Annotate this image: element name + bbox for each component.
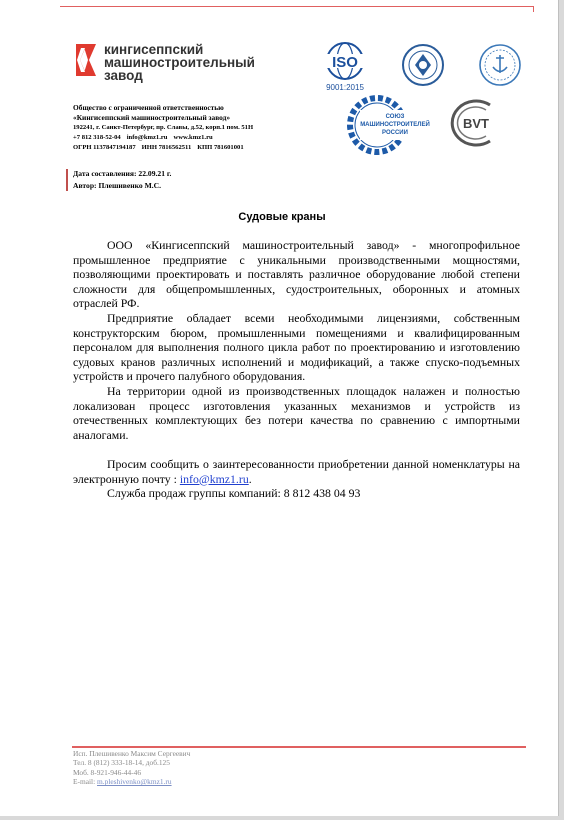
- logo-line-2: машиностроительный: [104, 55, 255, 70]
- footer-executor: Исп. Плешивенко Максим Сергеевич: [73, 749, 191, 758]
- footer-mobile: Моб. 8-921-946-44-46: [73, 767, 142, 777]
- document-author: Автор: Плешивенко М.С.: [73, 181, 162, 190]
- company-site[interactable]: www.kmz1.ru: [173, 134, 213, 141]
- header-rule-corner: [533, 6, 534, 12]
- union-of-machine-builders-badge: [346, 94, 434, 156]
- soyuz-line-1: СОЮЗ: [385, 114, 405, 120]
- paragraph-intro: [73, 238, 520, 311]
- paragraph-sales: [73, 486, 520, 501]
- logo-line-1: кингисеппский: [104, 42, 204, 57]
- company-form: Общество с ограниченной ответственностью: [73, 103, 224, 112]
- logo-line-3: завод: [104, 68, 143, 83]
- bvt-logo-icon: [442, 97, 504, 149]
- logo-wordmark: [104, 43, 255, 82]
- document-title: Судовые краны: [238, 211, 326, 223]
- document-date: Дата составления: 22.09.21 г.: [73, 169, 172, 178]
- request-text: Просим сообщить о заинтересованности приобретении данной номенклатуры на электронную почту :: [73, 456, 520, 486]
- soyuz-line-3: РОССИИ: [382, 130, 408, 136]
- company-ogrn: ОГРН 1137847194187: [73, 144, 136, 151]
- paragraph-request: [73, 457, 520, 486]
- company-address: 192241, г. Санкт-Петербург, пр. Славы, д.52, корп.1 пом. 51Н: [73, 124, 254, 131]
- document-body: [73, 238, 520, 501]
- request-end: .: [248, 471, 252, 486]
- bvt-label: BVT: [463, 116, 489, 131]
- sales-contact: Служба продаж группы компаний: 8 812 438 04 93: [107, 486, 361, 501]
- company-inn: ИНН 7816562511: [141, 144, 192, 151]
- kmz-logo-icon: [74, 42, 98, 78]
- footer-email-line: [73, 777, 190, 786]
- paragraph-gap: [73, 442, 520, 457]
- paragraph-capabilities: [73, 311, 520, 384]
- meta-accent-bar: [66, 169, 68, 191]
- company-email[interactable]: info@kmz1.ru: [126, 134, 168, 141]
- company-kpp: КПП 781601001: [197, 144, 244, 151]
- request-email-link[interactable]: info@kmz1.ru: [179, 471, 249, 486]
- company-name: «Кингисеппский машиностроительный завод»: [73, 113, 231, 122]
- iso-standard: 9001:2015: [326, 83, 364, 92]
- company-registration: [73, 143, 253, 153]
- iso-certificate-badge: [318, 40, 372, 94]
- company-contacts: [73, 133, 253, 143]
- company-details: [73, 103, 253, 153]
- maritime-register-seal-icon: [478, 43, 522, 87]
- paragraph-localization-text: На территории одной из производственных площадок налажен и полностью локализован процесс изготовления указанных механизмов и устройств из отечественных комплектующих без потери качества по сравнению с импортными аналогами.: [73, 383, 520, 442]
- paragraph-intro-text: ООО «Кингисеппский машиностроительный завод» - многопрофильное промышленное предприятие с уникальными производственными мощностями, позволяющими проектировать и поставлять различное оборудование любой степени сложности для общепромышленных, судостроительных, оборонных и атомных отраслей РФ.: [73, 238, 520, 311]
- company-logo: [74, 42, 274, 88]
- footer-email-label: E-mail:: [73, 777, 96, 787]
- document-meta: [73, 168, 171, 192]
- iso-label: ISO: [332, 54, 358, 71]
- footer-rule: [72, 746, 526, 748]
- soyuz-line-2: МАШИНОСТРОИТЕЛЕЙ: [360, 122, 430, 128]
- header-rule: [60, 6, 534, 7]
- register-seal-icon: [401, 43, 445, 87]
- paragraph-capabilities-text: Предприятие обладает всеми необходимыми лицензиями, собственным конструкторским бюром, промышленными помещениями и квалифицированным персоналом для выполнения полного цикла работ по проектированию и изготовлению судовых кранов различных исполнений и модификаций, а также спуско-подъемных устройств и прочего палубного оборудования.: [73, 310, 520, 384]
- footer-contacts: [73, 749, 190, 787]
- paragraph-localization: [73, 384, 520, 442]
- company-phone: +7 812 318-52-04: [73, 134, 121, 141]
- footer-tel: Тел. 8 (812) 333-18-14, доб.125: [73, 758, 170, 768]
- footer-email-link[interactable]: m.pleshivenko@kmz1.ru: [97, 777, 172, 787]
